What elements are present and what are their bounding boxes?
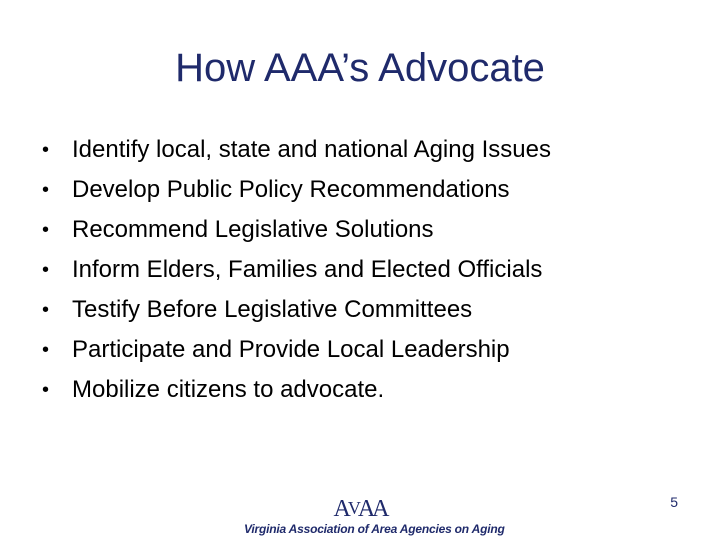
list-item [42, 170, 551, 210]
bullet-text: Identify local, state and national Aging Issues [72, 136, 551, 163]
list-item [42, 370, 551, 410]
bullet-text: Mobilize citizens to advocate. [72, 376, 385, 403]
list-item [42, 130, 551, 170]
logo-letter: V [347, 498, 358, 518]
bullet-icon: • [42, 219, 50, 241]
logo-letter: A [357, 496, 373, 522]
list-item [42, 290, 551, 330]
page-number: 5 [670, 494, 678, 510]
bullet-text: Recommend Legislative Solutions [72, 216, 434, 243]
logo-letter: A [333, 496, 348, 522]
list-item [42, 250, 551, 290]
logo-organization-name: Virginia Association of Area Agencies on Aging [244, 522, 505, 536]
bullet-icon: • [42, 379, 50, 401]
organization-logo [244, 496, 505, 538]
list-item [42, 210, 551, 250]
slide-title: How AAA’s Advocate [175, 46, 545, 90]
bullet-list [42, 130, 551, 410]
bullet-icon: • [42, 299, 50, 321]
bullet-text: Inform Elders, Families and Elected Officials [72, 256, 543, 283]
bullet-icon: • [42, 259, 50, 281]
bullet-icon: • [42, 139, 50, 161]
logo-letter: A [372, 496, 387, 522]
bullet-text: Participate and Provide Local Leadership [72, 336, 510, 363]
logo-mark-icon [333, 496, 386, 521]
bullet-icon: • [42, 339, 50, 361]
bullet-text: Develop Public Policy Recommendations [72, 176, 510, 203]
list-item [42, 330, 551, 370]
bullet-text: Testify Before Legislative Committees [72, 296, 473, 323]
bullet-icon: • [42, 179, 50, 201]
